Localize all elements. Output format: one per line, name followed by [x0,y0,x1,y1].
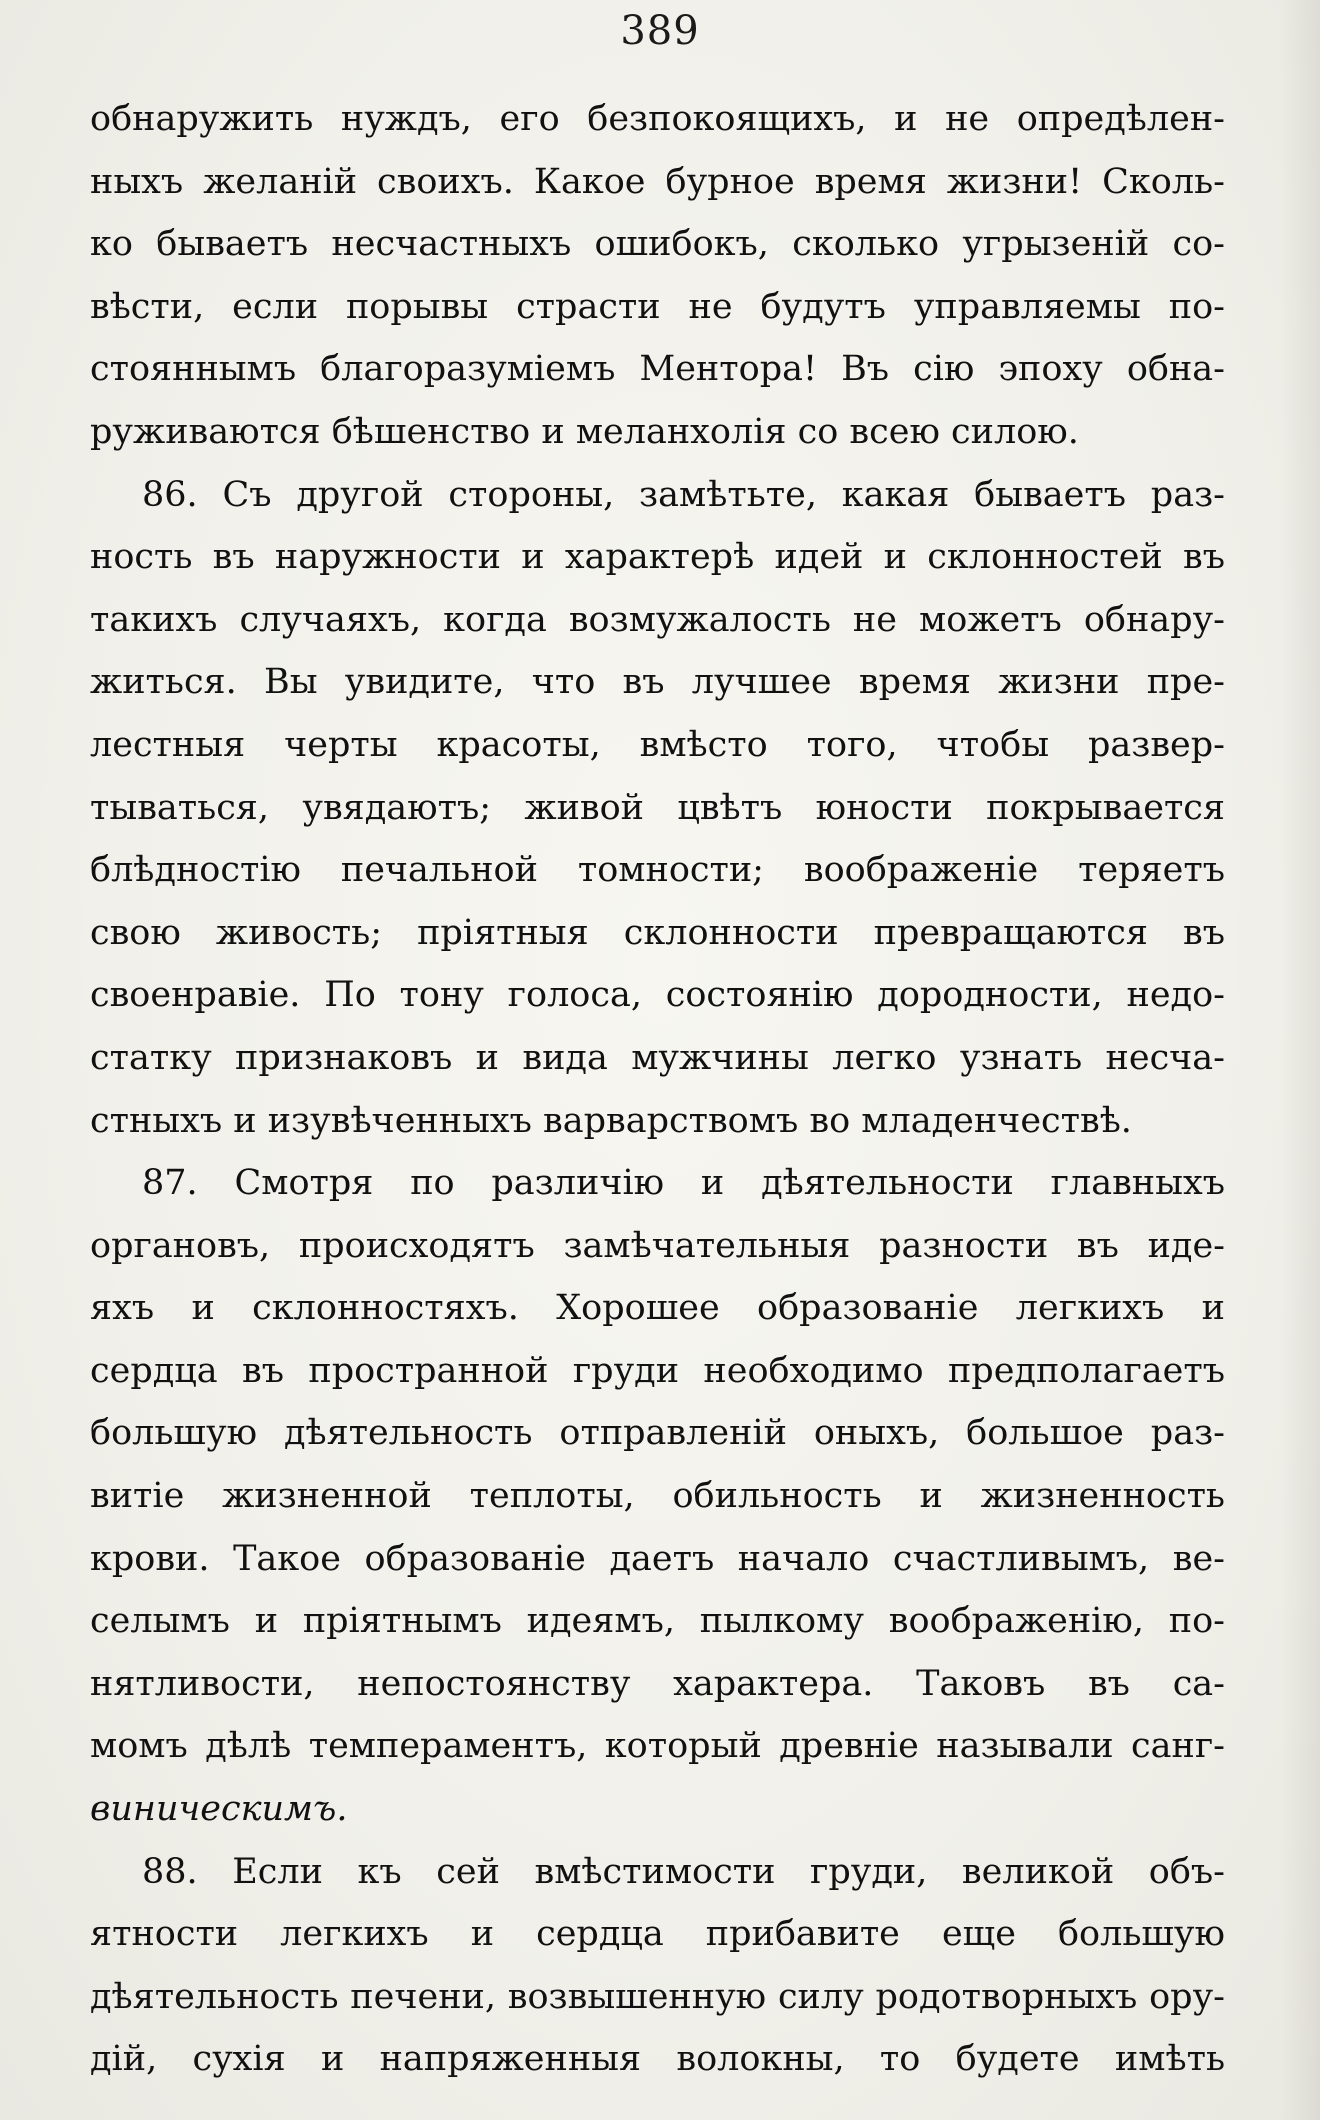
text-line: обнаружить нуждъ, его безпокоящихъ, и не опредѣлен- [90,99,1225,139]
text-line: стояннымъ благоразуміемъ Ментора! Въ сію эпоху обна- [90,349,1225,390]
text-line: ятности легкихъ и сердца прибавите еще большую [90,1914,1225,1955]
text-line: органовъ, происходятъ замѣчательныя разности въ иде- [90,1225,1225,1266]
text-line: сердца въ пространной груди необходимо предполагаетъ [90,1350,1225,1391]
paragraph-88-start: 88. Если къ сей вмѣстимости груди, великой объ- [142,1851,1225,1892]
italic-term: виническимъ. [90,1789,348,1830]
page-edge-shadow [1280,0,1320,2120]
text-line: своенравіе. По тону голоса, состоянію дородности, недо- [90,975,1225,1016]
text-line: стныхъ и изувѣченныхъ варварствомъ во младенчествѣ. [90,1100,1132,1141]
text-line: житься. Вы увидите, что въ лучшее время жизни пре- [90,662,1225,703]
text-line: ность въ наружности и характерѣ идей и склонностей въ [90,537,1225,578]
text-line: статку признаковъ и вида мужчины легко узнать несча- [90,1037,1225,1078]
page-number: 389 [620,8,700,54]
text-line: тываться, увядаютъ; живой цвѣтъ юности покрывается [90,787,1225,828]
text-line: дѣятельность печени, возвышенную силу родотворныхъ ору- [90,1976,1225,2017]
text-line: руживаются бѣшенство и меланхолія со всею силою. [90,411,1079,452]
text-line: момъ дѣлѣ темпераментъ, который древніе называли санг- [90,1726,1225,1767]
text-line: яхъ и склонностяхъ. Хорошее образованіе легкихъ и [90,1288,1225,1329]
text-line: лестныя черты красоты, вмѣсто того, чтобы развер- [90,724,1225,765]
text-line: ко бываетъ несчастныхъ ошибокъ, сколько угрызеній со- [90,224,1225,265]
text-line: нятливости, непостоянству характера. Таковъ въ са- [90,1663,1225,1704]
text-line: блѣдностію печальной томности; воображеніе теряетъ [90,850,1225,891]
text-line: селымъ и пріятнымъ идеямъ, пылкому воображенію, по- [90,1601,1225,1642]
text-line: свою живость; пріятныя склонности превращаются въ [90,912,1225,953]
text-line: большую дѣятельность отправленій оныхъ, большое раз- [90,1413,1225,1454]
paragraph-87-start: 87. Смотря по различію и дѣятельности главныхъ [142,1163,1225,1204]
text-line: крови. Такое образованіе даетъ начало счастливымъ, ве- [90,1538,1225,1579]
paragraph-86-start: 86. Съ другой стороны, замѣтьте, какая бываетъ раз- [142,474,1225,515]
text-line: витіе жизненной теплоты, обильность и жизненность [90,1476,1225,1517]
text-line: такихъ случаяхъ, когда возмужалость не можетъ обнару- [90,599,1225,640]
text-line: дій, сухія и напряженныя волокны, то будете имѣть [90,2039,1225,2080]
body-text [90,88,1225,2091]
text-line: вѣсти, если порывы страсти не будутъ управляемы по- [90,286,1225,327]
text-line: ныхъ желаній своихъ. Какое бурное время жизни! Сколь- [90,161,1225,202]
